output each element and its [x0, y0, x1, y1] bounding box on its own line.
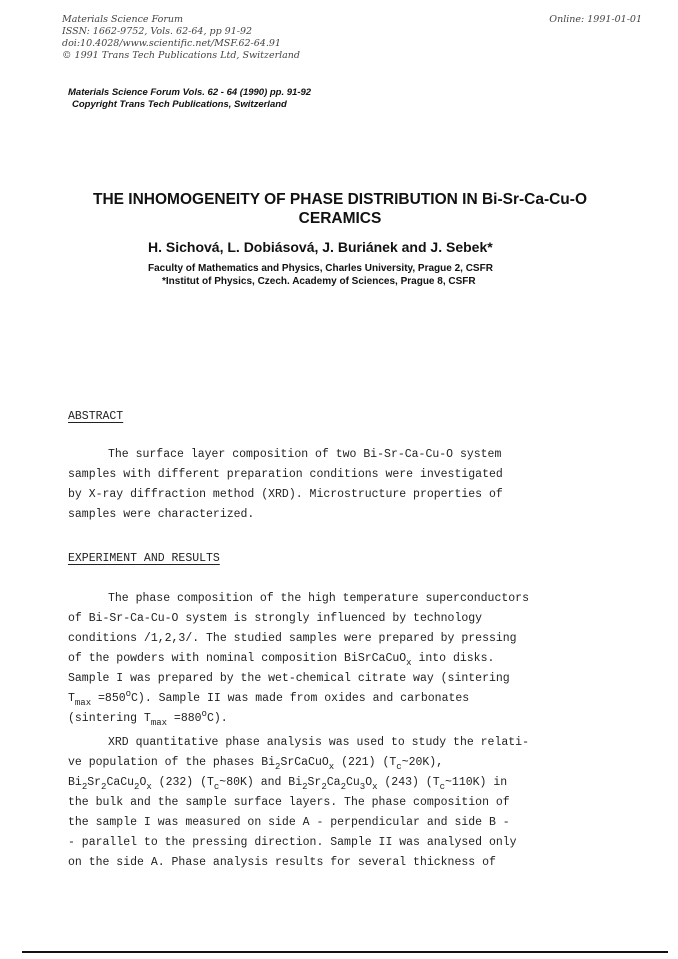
journal-volume-line: Materials Science Forum Vols. 62 - 64 (1990) pp. 91-92 — [68, 87, 312, 98]
text-run: ~20K), — [401, 756, 444, 769]
text-run: Bi — [68, 776, 82, 789]
meta-copyright: © 1991 Trans Tech Publications Ltd, Switzerland — [62, 50, 301, 61]
body-line: The phase composition of the high temperature superconductors — [108, 592, 529, 605]
body-line: the sample I was measured on side A - perpendicular and side B - — [68, 816, 510, 829]
body-line: the bulk and the sample surface layers. The phase composition of — [68, 796, 510, 809]
text-run: Sr — [307, 776, 322, 789]
abstract-body — [68, 445, 598, 525]
body-line: XRD quantitative phase analysis was used to study the relati- — [108, 736, 529, 749]
subscript: max — [74, 698, 92, 708]
body-line — [68, 689, 598, 709]
subscript: x — [372, 782, 378, 792]
text-run: Cu — [345, 776, 360, 789]
text-run: O — [139, 776, 147, 789]
text-run: (221) (T — [334, 756, 397, 769]
text-run: of the powders with nominal composition BiSrCaCuO — [68, 652, 407, 665]
subscript: 3 — [359, 782, 366, 792]
affiliation-1: Faculty of Mathematics and Physics, Charles University, Prague 2, CSFR — [148, 263, 493, 274]
paper-title — [40, 190, 640, 228]
text-run: Ca — [326, 776, 341, 789]
subscript: 2 — [321, 782, 327, 792]
text-run: T — [68, 692, 75, 705]
subscript: 2 — [134, 782, 140, 792]
meta-issn: ISSN: 1662-9752, Vols. 62-64, pp 91-92 — [62, 26, 253, 37]
meta-doi[interactable]: doi:10.4028/www.scientific.net/MSF.62-64.91 — [62, 38, 281, 49]
subscript: 2 — [101, 782, 107, 792]
abstract-line: samples were characterized. — [68, 508, 255, 521]
body-line — [68, 649, 598, 669]
text-run: into disks. — [411, 652, 495, 665]
subscript: c — [213, 782, 220, 792]
meta-journal: Materials Science Forum — [62, 14, 184, 25]
text-run: C). Sample II was made from oxides and carbonates — [131, 692, 470, 705]
subscript: c — [396, 762, 402, 772]
experiment-paragraph-2 — [68, 733, 598, 873]
body-line — [68, 753, 598, 773]
journal-reference — [68, 87, 311, 111]
abstract-heading: ABSTRACT — [68, 410, 124, 423]
subscript: x — [406, 658, 412, 668]
abstract-line: The surface layer composition of two Bi-Sr-Ca-Cu-O system — [108, 448, 502, 461]
subscript: max — [150, 718, 168, 728]
text-run: SrCaCuO — [280, 756, 329, 769]
title-line-2: CERAMICS — [298, 210, 382, 227]
text-run: C). — [206, 712, 228, 725]
text-run: (sintering T — [68, 712, 151, 725]
subscript: 2 — [340, 782, 346, 792]
subscript: c — [439, 782, 446, 792]
body-line: conditions /1,2,3/. The studied samples were prepared by pressing — [68, 632, 517, 645]
text-run: (232) (T — [151, 776, 214, 789]
paper-authors: H. Sichová, L. Dobiásová, J. Buriánek and J. Sebek* — [148, 239, 493, 255]
body-line — [68, 709, 598, 729]
subscript: 2 — [275, 762, 281, 772]
body-line: - parallel to the pressing direction. Sample II was analysed only — [68, 836, 517, 849]
body-line: Sample I was prepared by the wet-chemical citrate way (sintering — [68, 672, 510, 685]
superscript: o — [201, 709, 207, 719]
text-run: ~110K) in — [445, 776, 508, 789]
abstract-line: by X-ray diffraction method (XRD). Microstructure properties of — [68, 488, 503, 501]
subscript: 2 — [302, 782, 308, 792]
subscript: x — [328, 762, 335, 772]
text-run: (243) (T — [377, 776, 440, 789]
citation-block — [62, 14, 300, 62]
journal-copyright-line: Copyright Trans Tech Publications, Switzerland — [72, 99, 287, 110]
online-date: Online: 1991-01-01 — [549, 14, 642, 25]
experiment-heading: EXPERIMENT AND RESULTS — [68, 552, 220, 565]
title-line-1: THE INHOMOGENEITY OF PHASE DISTRIBUTION IN Bi-Sr-Ca-Cu-O — [92, 191, 587, 208]
body-line: on the side A. Phase analysis results for several thickness of — [68, 856, 496, 869]
subscript: x — [146, 782, 152, 792]
text-run: ve population of the phases Bi — [68, 756, 276, 769]
text-run: ~80K) and Bi — [219, 776, 303, 789]
experiment-paragraph-1 — [68, 589, 598, 729]
text-run: O — [365, 776, 373, 789]
text-run: Sr — [87, 776, 102, 789]
text-run: =880 — [167, 712, 202, 725]
affiliations — [148, 262, 493, 288]
subscript: 2 — [81, 782, 88, 792]
superscript: o — [125, 689, 132, 699]
text-run: CaCu — [106, 776, 135, 789]
page-bottom-rule — [22, 951, 668, 953]
text-run: =850 — [91, 692, 126, 705]
affiliation-2: *Institut of Physics, Czech. Academy of Sciences, Prague 8, CSFR — [162, 276, 476, 287]
abstract-line: samples with different preparation conditions were investigated — [68, 468, 503, 481]
body-line — [68, 773, 598, 793]
body-line: of Bi-Sr-Ca-Cu-O system is strongly influenced by technology — [68, 612, 483, 625]
